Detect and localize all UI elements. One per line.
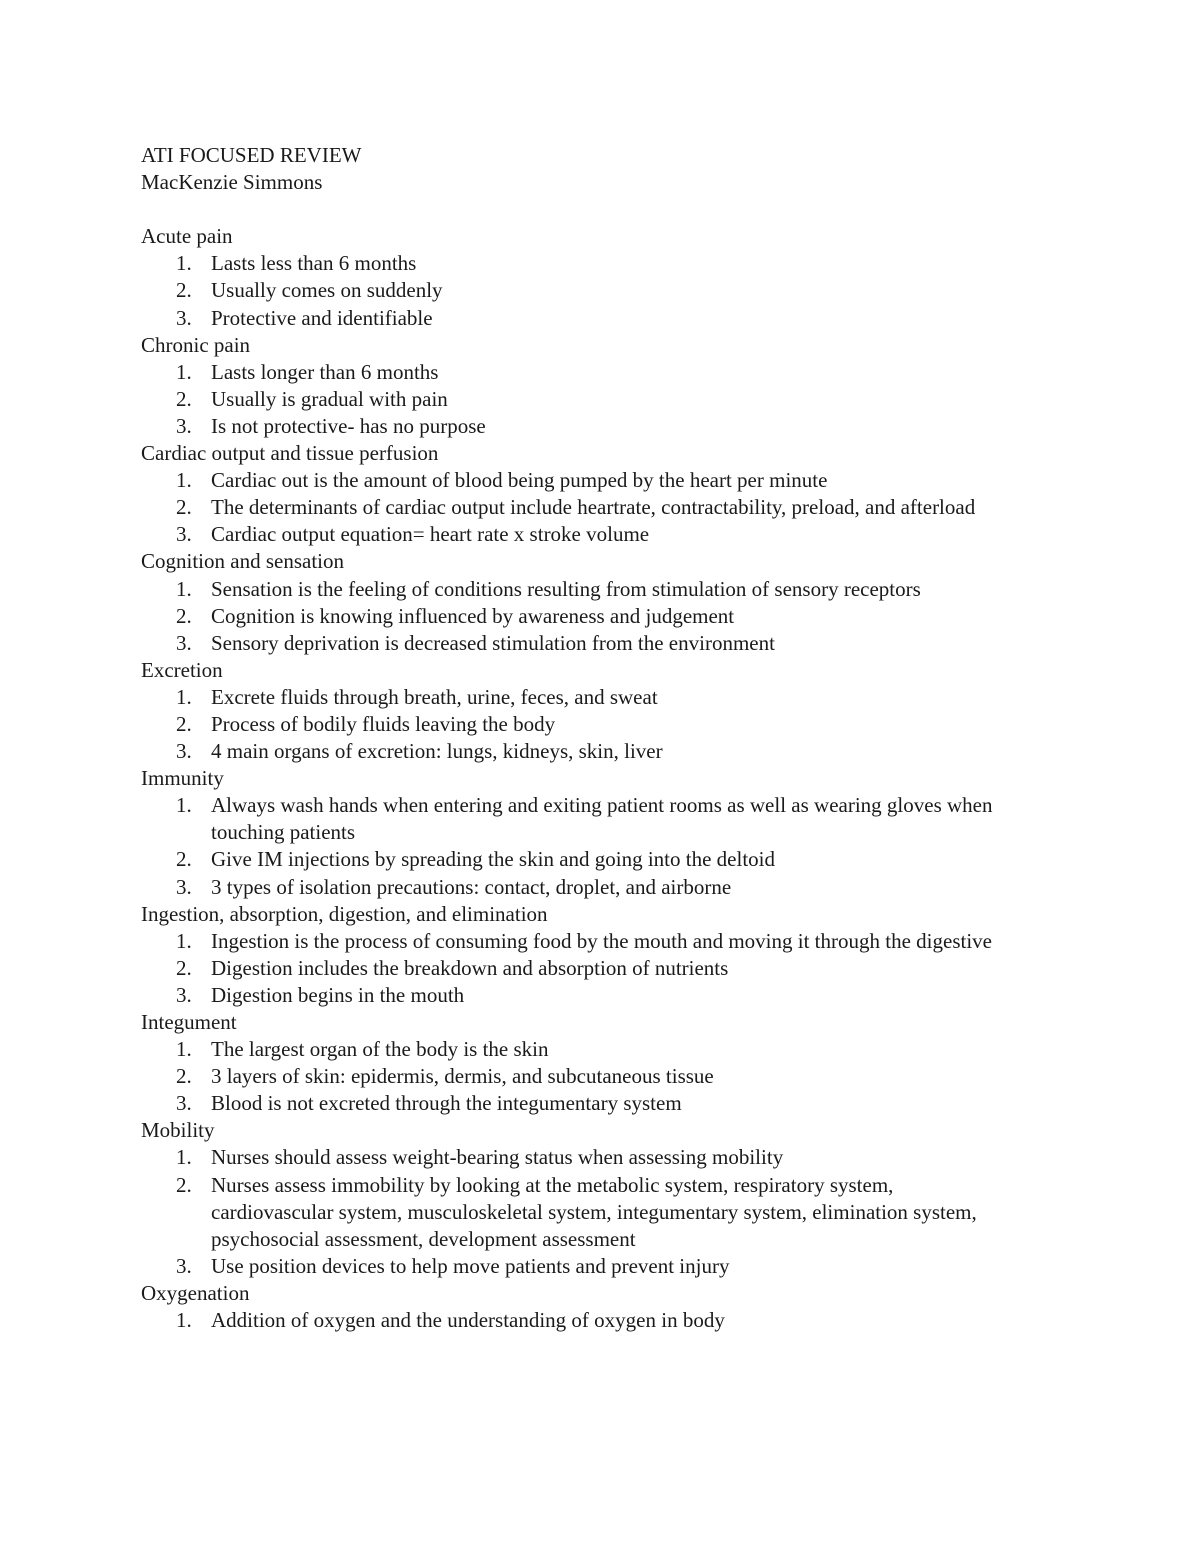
section (141, 223, 1061, 331)
section (141, 332, 1061, 440)
list-item-number: 1. (176, 359, 192, 384)
list-item-text: Protective and identifiable (211, 305, 433, 330)
list-item-number: 1. (176, 468, 192, 493)
numbered-list (141, 359, 1061, 440)
section (141, 765, 1061, 900)
list-item-number: 3. (176, 739, 192, 764)
section (141, 440, 1061, 548)
list-item (141, 250, 1061, 277)
list-item (141, 1253, 1061, 1280)
section (141, 1009, 1061, 1117)
list-item-number: 3. (176, 522, 192, 547)
list-item-text: Cognition is knowing influenced by awareness and judgement (211, 603, 735, 628)
list-item-number: 2. (176, 711, 192, 736)
list-item-text: Lasts less than 6 months (211, 251, 417, 276)
list-item (141, 521, 1061, 548)
list-item-number: 1. (176, 1037, 192, 1062)
list-item-text: Excrete fluids through breath, urine, feces, and sweat (211, 684, 658, 709)
list-item (141, 1172, 1011, 1253)
section (141, 901, 1061, 1009)
numbered-list (141, 467, 1061, 548)
list-item-number: 2. (176, 603, 192, 628)
list-item (141, 576, 1061, 603)
section (141, 657, 1061, 765)
list-item (141, 928, 1016, 955)
list-item (141, 305, 1061, 332)
list-item (141, 738, 1061, 765)
list-item (141, 467, 1061, 494)
section-heading: Cognition and sensation (141, 549, 344, 574)
list-item-number: 3. (176, 305, 192, 330)
document-author: MacKenzie Simmons (141, 170, 323, 195)
section (141, 548, 1061, 656)
list-item-text: Lasts longer than 6 months (211, 359, 439, 384)
list-item-number: 1. (176, 1308, 192, 1333)
list-item-number: 1. (176, 576, 192, 601)
numbered-list (141, 684, 1061, 765)
list-item-number: 2. (176, 847, 192, 872)
numbered-list (141, 250, 1061, 331)
list-item-text: Sensation is the feeling of conditions resulting from stimulation of sensory receptors (211, 576, 921, 601)
sections-container (141, 223, 1061, 1334)
list-item-text: Give IM injections by spreading the skin and going into the deltoid (211, 847, 775, 872)
section-heading: Mobility (141, 1118, 215, 1143)
list-item (141, 846, 1061, 873)
numbered-list (141, 1307, 1061, 1334)
list-item-number: 1. (176, 251, 192, 276)
list-item-text: Usually comes on suddenly (211, 278, 443, 303)
list-item-text: 3 layers of skin: epidermis, dermis, and subcutaneous tissue (211, 1064, 714, 1089)
section (141, 1280, 1061, 1334)
list-item-text: Digestion includes the breakdown and absorption of nutrients (211, 955, 729, 980)
section-heading: Ingestion, absorption, digestion, and elimination (141, 901, 548, 926)
list-item-number: 1. (176, 928, 192, 953)
list-item-number: 3. (176, 413, 192, 438)
numbered-list (141, 1036, 1061, 1117)
blank-line (141, 196, 1061, 223)
list-item (141, 603, 1061, 630)
list-item (141, 1307, 1061, 1334)
document-page (141, 142, 1061, 1334)
section-heading: Integument (141, 1010, 237, 1034)
list-item-number: 3. (176, 1091, 192, 1116)
section-heading: Cardiac output and tissue perfusion (141, 441, 439, 466)
list-item-text: Cardiac output equation= heart rate x stroke volume (211, 522, 650, 547)
list-item-text: Nurses assess immobility by looking at the metabolic system, respiratory system, cardiovascular system, musculoskeletal system, integumentary system, elimination system, psychosocial assessment, development assessment (211, 1172, 977, 1251)
list-item-number: 3. (176, 1253, 192, 1278)
list-item-text: Process of bodily fluids leaving the body (211, 711, 556, 736)
list-item-number: 2. (176, 1172, 192, 1197)
list-item-text: 3 types of isolation precautions: contact, droplet, and airborne (211, 874, 732, 899)
section-heading: Chronic pain (141, 332, 251, 357)
list-item-text: Digestion begins in the mouth (211, 982, 465, 1007)
numbered-list (141, 792, 1061, 900)
list-item (141, 874, 1061, 901)
list-item-text: 4 main organs of excretion: lungs, kidneys, skin, liver (211, 739, 663, 764)
section-heading: Excretion (141, 657, 223, 682)
list-item-number: 2. (176, 278, 192, 303)
document-title: ATI FOCUSED REVIEW (141, 143, 362, 167)
list-item (141, 413, 1061, 440)
list-item-text: Sensory deprivation is decreased stimulation from the environment (211, 630, 775, 655)
list-item (141, 1090, 1061, 1117)
numbered-list (141, 576, 1061, 657)
list-item-text: Nurses should assess weight-bearing status when assessing mobility (211, 1145, 784, 1170)
list-item (141, 386, 1061, 413)
list-item (141, 1036, 1061, 1063)
list-item-text: Addition of oxygen and the understanding of oxygen in body (211, 1308, 725, 1333)
list-item-text: Blood is not excreted through the integumentary system (211, 1091, 682, 1116)
section-heading: Acute pain (141, 224, 233, 249)
list-item-number: 2. (176, 955, 192, 980)
numbered-list (141, 928, 1061, 1009)
list-item-text: Cardiac out is the amount of blood being pumped by the heart per minute (211, 468, 828, 493)
list-item-number: 1. (176, 793, 192, 818)
list-item-number: 1. (176, 684, 192, 709)
list-item-text: The determinants of cardiac output include heartrate, contractability, preload, and afterload (211, 495, 976, 520)
list-item (141, 630, 1061, 657)
section (141, 1117, 1061, 1280)
list-item-number: 1. (176, 1145, 192, 1170)
list-item-number: 2. (176, 386, 192, 411)
list-item-text: Always wash hands when entering and exiting patient rooms as well as wearing gloves when touching patients (211, 793, 993, 845)
list-item (141, 792, 1051, 846)
list-item (141, 955, 1061, 982)
list-item-text: The largest organ of the body is the skin (211, 1037, 549, 1062)
list-item-text: Is not protective- has no purpose (211, 413, 486, 438)
list-item (141, 1144, 1061, 1171)
list-item-number: 2. (176, 1064, 192, 1089)
section-heading: Oxygenation (141, 1280, 250, 1305)
list-item-number: 3. (176, 630, 192, 655)
list-item (141, 711, 1061, 738)
list-item-number: 2. (176, 495, 192, 520)
list-item-number: 3. (176, 874, 192, 899)
list-item (141, 1063, 1061, 1090)
list-item-text: Usually is gradual with pain (211, 386, 448, 411)
list-item (141, 494, 1016, 521)
list-item (141, 982, 1061, 1009)
list-item (141, 277, 1061, 304)
list-item (141, 684, 1061, 711)
list-item (141, 359, 1061, 386)
list-item-text: Ingestion is the process of consuming food by the mouth and moving it through the digestive (211, 928, 992, 953)
section-heading: Immunity (141, 766, 224, 791)
list-item-text: Use position devices to help move patients and prevent injury (211, 1253, 730, 1278)
numbered-list (141, 1144, 1061, 1279)
list-item-number: 3. (176, 982, 192, 1007)
